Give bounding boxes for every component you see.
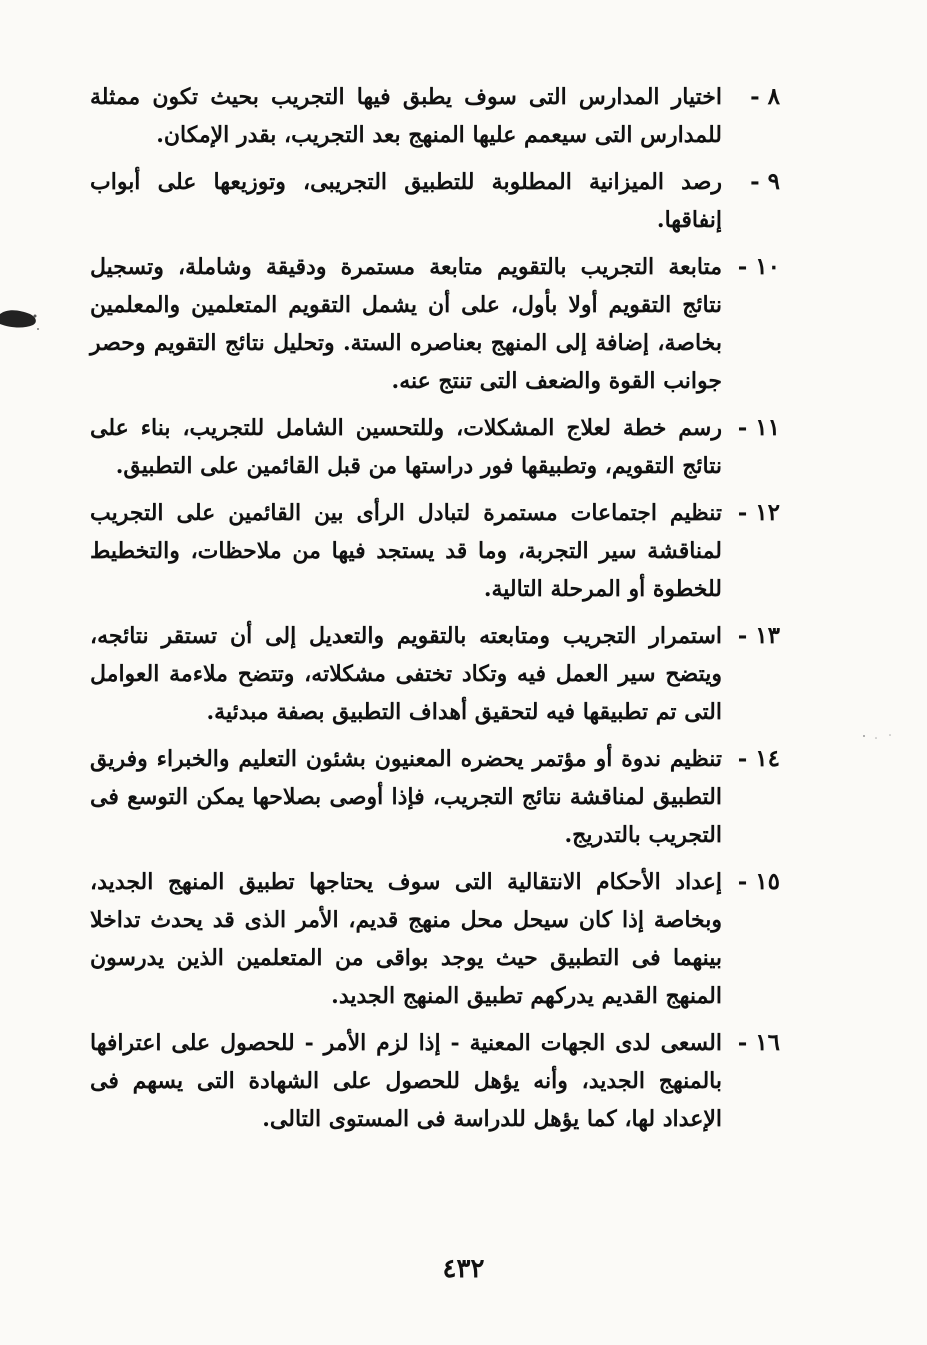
- item-text: متابعة التجريب بالتقويم متابعة مستمرة ودقيقة وشاملة، وتسجيل نتائج التقويم أولا بأول، على أن يشمل التقويم المتعلمين والمعلمين بخاصة، إضافة إلى المنهج بعناصره الستة. وتحليل نتائج التقويم وحصر جوانب القوة والضعف التى تنتج عنه.: [90, 254, 722, 394]
- item-text: تنظيم اجتماعات مستمرة لتبادل الرأى بين القائمين على التجريب لمناقشة سير التجربة، وما قد يستجد فيها من ملاحظات، والتخطيط للخطوة أو المرحلة التالية.: [90, 500, 722, 602]
- item-number: ٨ -: [750, 83, 780, 110]
- list-item-15: [90, 863, 780, 1015]
- item-number: ١٣ -: [737, 622, 780, 649]
- list-item-12: [90, 494, 780, 608]
- item-number: ١٢ -: [737, 499, 780, 526]
- item-text: تنظيم ندوة أو مؤتمر يحضره المعنيون بشئون التعليم والخبراء وفريق التطبيق لمناقشة نتائج التجريب، فإذا أوصى بصلاحها يمكن التوسع فى التجريب بالتدريج.: [90, 746, 722, 848]
- item-number: ١٠ -: [737, 253, 780, 280]
- item-number: ١٦ -: [737, 1029, 780, 1056]
- list-item-14: [90, 740, 780, 854]
- list-item-13: [90, 617, 780, 731]
- list-item-10: [90, 248, 780, 400]
- item-text: إعداد الأحكام الانتقالية التى سوف يحتاجها تطبيق المنهج الجديد، وبخاصة إذا كان سيحل محل منهج قديم، الأمر الذى قد يحدث تداخلا بينهما فى التطبيق حيث يوجد بواقى من المتعلمين الذين يدرسون المنهج القديم يدركهم تطبيق المنهج الجديد.: [90, 869, 722, 1009]
- item-text: اختيار المدارس التى سوف يطبق فيها التجريب بحيث تكون ممثلة للمدارس التى سيعمم عليها المنهج بعد التجريب، بقدر الإمكان.: [90, 84, 722, 148]
- numbered-list: [90, 78, 780, 1147]
- item-number: ١١ -: [737, 414, 780, 441]
- item-number: ١٤ -: [737, 745, 780, 772]
- list-item-16: [90, 1024, 780, 1138]
- item-text: رسم خطة لعلاج المشكلات، وللتحسين الشامل للتجريب، بناء على نتائج التقويم، وتطبيقها فور دراستها من قبل القائمين على التطبيق.: [90, 415, 722, 479]
- item-text: رصد الميزانية المطلوبة للتطبيق التجريبى، وتوزيعها على أبواب إنفاقها.: [90, 169, 722, 233]
- list-item-11: [90, 409, 780, 485]
- item-text: السعى لدى الجهات المعنية - إذا لزم الأمر - للحصول على اعترافها بالمنهج الجديد، وأنه يؤهل للحصول على الشهادة التى يسهم فى الإعداد لها، كما يؤهل للدراسة فى المستوى التالى.: [90, 1030, 722, 1132]
- ink-blot: [0, 302, 40, 336]
- item-number: ١٥ -: [737, 868, 780, 895]
- item-text: استمرار التجريب ومتابعته بالتقويم والتعديل إلى أن تستقر نتائجه، ويتضح سير العمل فيه وتكاد تختفى مشكلاته، وتتضح ملاءمة العوامل التى تم تطبيقها فيه لتحقيق أهداف التطبيق بصفة مبدئية.: [90, 623, 722, 725]
- page-number: ٤٣٢: [442, 1254, 485, 1284]
- page-speck: [858, 728, 898, 748]
- list-item-9: [90, 163, 780, 239]
- item-number: ٩ -: [750, 168, 780, 195]
- list-item-8: [90, 78, 780, 154]
